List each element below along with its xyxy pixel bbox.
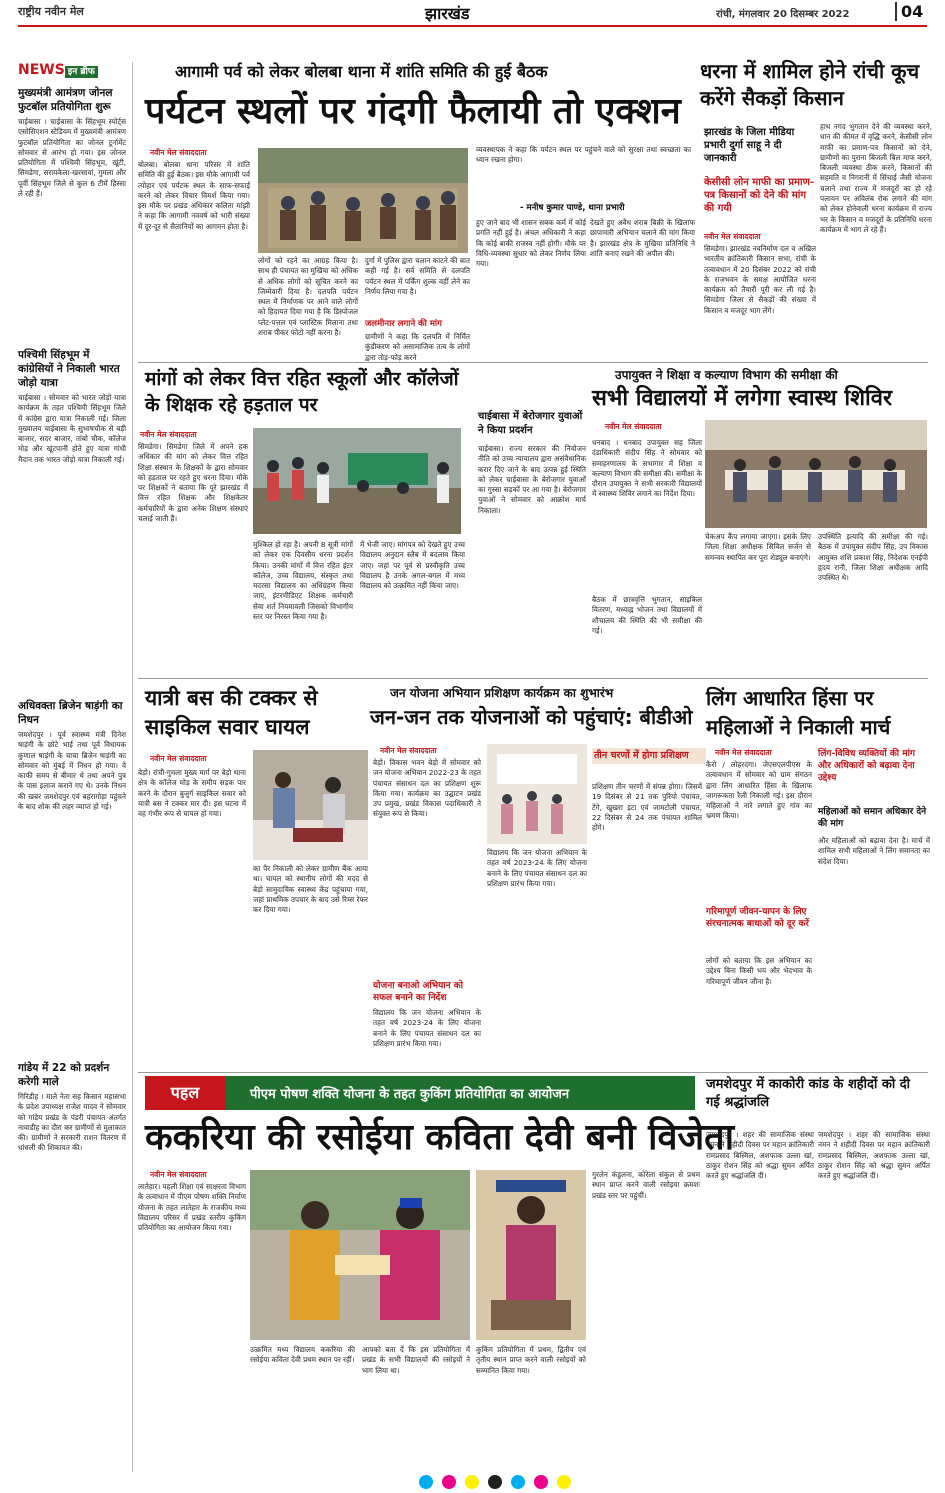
award-ceremony-photo <box>250 1170 470 1340</box>
top-story-body: दुर्गा में पुलिस द्वारा चलान काटने की बात कही गई है। सर्व समिति से दलपति पर्यटन स्थल में पर्किंग शुल्क वहीं लेने का निर्णय लिया गया है। <box>365 256 470 296</box>
cooking-body: गुरलेन कंडुलना, कोरेला संकुल से प्रथम स्थान प्राप्त करने वाली रसोइया क्रमशः प्रखंड स्तर पर पहुंचीं। <box>592 1170 700 1200</box>
paper-name: राष्ट्रीय नवीन मेल <box>18 5 84 18</box>
section-divider <box>138 1072 928 1073</box>
tribute-body: जमशेदपुर । शहर की सामाजिक संस्था नमन ने शहीदी दिवस पर महान क्रांतिकारी रामप्रसाद बिस्मिल, अशफाक उल्ला खां, ठाकुर रोशन सिंह को श्रद्धा सुमन अर्पित करते हुए श्रद्धांजलि दी। <box>818 1130 930 1181</box>
tribute-body: जमशेदपुर । शहर की सामाजिक संस्था नमन ने शहीदी दिवस पर महान क्रांतिकारी रामप्रसाद बिस्मिल, अशफाक उल्ला खां, ठाकुर रोशन सिंह को श्रद्धा सुमन अर्पित करते हुए श्रद्धांजलि दी। <box>706 1130 814 1181</box>
camp-body: बेड़ो। विकास भवन बेड़ो में सोमवार को जन योजना अभियान 2022-23 के तहत पंचायत संसाधन दल का प्रशिक्षण शुरू किया गया। कार्यक्रम का उद्घाटन प्रखंड उप प्रमुख, प्रखंड विकास पदाधिकारी ने संयुक्त रूप से किया। <box>373 758 481 819</box>
health-body: चेकअप कैंप लगाया जाएगा। इसके लिए जिला शिक्षा अधीक्षक सिविल सर्जन से समन्वय स्थापित कर पूरा शेड्यूल बनाएंगे। <box>705 532 811 562</box>
injured-cyclist-photo <box>253 750 368 860</box>
registration-dot <box>534 1475 548 1489</box>
brief-title: पश्चिमी सिंहभूम में कांग्रेसियों ने निकाली भारत जोड़ो यात्रा <box>18 349 120 389</box>
camp-box-title: तीन चरणों में होगा प्रशिक्षण <box>592 748 706 764</box>
women-side-head: लिंग-विविध व्यक्तियों की मांग और अधिकारों को बढ़ावा देना उद्देश्य <box>818 749 915 783</box>
brief-title: अधिवक्ता ब्रिजेन षाड़ंगी का निधन <box>18 700 123 726</box>
camp-dateline: नवीन मेल संवाददाता <box>380 746 437 755</box>
dharna-headline: धरना में शामिल होने रांची कूच करेंगे सैकड़ों किसान <box>700 59 920 110</box>
cooking-headline: ककरिया की रसोईया कविता देवी बनी विजेता <box>145 1117 735 1158</box>
cooking-body: लातेहार। पहली शिक्षा एवं साक्षरता विभाग के तत्वाधान में पीएम पोषण शक्ति निर्माण योजना के तहत लातेहार के राजकीय मध्य विद्यालय परिसर में प्रखंड स्तरीय कुकिंग प्रतियोगिता का आयोजन किया गया। <box>138 1182 246 1233</box>
top-story-body: बोलबा। बोलबा थाना परिसर में शांति समिति की हुई बैठक। इस मौके आगामी पर्व त्योहार एवं पर्यटक स्थल के साफ-सफाई करने को लेकर विचार विमर्श किया गया। इस मौके पर प्रखंड अधिकार कलिता मांझी ने कहा कि आगामी नववर्ष को भारी संख्या में दूर-दूर से सैलानियों का आगमन होता है। <box>138 160 250 231</box>
protest-photo <box>253 428 461 534</box>
top-story-subhead: जलमीनार लगाने की मांग <box>365 319 442 329</box>
protest-body: चाईबासा। राज्य सरकार की नियोजन नीति को उच्च न्यायालय द्वारा असंवैधानिक करार दिए जाने के बाद उत्पन्न हुई स्थिति को लेकर चाईबासा के बेरोजगार युवाओं का गुस्सा सड़कों पर आ गया है। बेरोजगार युवाओं ने सोमवार को आक्रोश मार्च निकाला। <box>478 444 586 515</box>
health-headline: सभी विद्यालयों में लगेगा स्वास्थ शिविर <box>592 386 892 411</box>
brief-body: चाईबासा । सोमवार को भारत जोड़ो यात्रा कार्यक्रम के तहत पश्चिमी सिंहभूम जिले में कांग्रेस द्वारा यात्रा निकाली गई। जिला मुख्यालय चाईबासा के सुभाषचौक से बड़ी बाजार, सदर बाजार, तांबो चौक, कॉलेज मोड़ और खूंटपानी होते हुए यात्रा गांधी मैदान तक भारत जोड़ो यात्रा निकाली गई। <box>18 393 126 464</box>
date-line: रांची, मंगलवार 20 दिसम्बर 2022 <box>716 9 850 20</box>
women-body: कैरो / लोहरदगा। जेएसएलपीएस के तत्वावधान में सोमवार को ग्राम संगठन द्वारा लिंग आधारित हिंसा के खिलाफ जागरूकता रैली निकाली गई। इस दौरान महिलाओं ने नारे लगाते हुए गांव का भ्रमण किया। <box>706 760 812 821</box>
bus-headline: यात्री बस की टक्कर से साइकिल सवार घायल <box>145 686 318 739</box>
brief-news-label: NEWS <box>18 62 65 78</box>
masthead-rule <box>18 25 927 27</box>
top-story-headline: पर्यटन स्थलों पर गंदगी फैलायी तो एक्शन <box>145 91 681 132</box>
women-side-head: महिलाओं को समान अधिकार देने की मांग <box>818 807 927 829</box>
women-body: और महिलाओं को बढ़ावा देना है। मार्च में शामिल सभी महिलाओं ने लिंग समानता का संदेश दिया। <box>818 836 930 866</box>
brief-body: जमशेदपुर । पूर्व स्वास्थ्य मंत्री दिनेश षाड़ंगी के छोटे भाई तथा पूर्व विधायक कुणाल षाड़ंगी के चाचा ब्रिजेन षाड़ंगी का सोमवार को मुंबई में निधन हो गया। वे काफी समय से बीमार थे तथा अपने पुत्र के पास इलाज कराने गए थे। उनके निधन की खबर जमशेदपुर एवं बहरागोड़ा पहुंचने के बाद शोक की लहर व्याप्त हो गई। <box>18 730 126 812</box>
brief-item <box>18 699 126 1055</box>
top-story-kicker: आगामी पर्व को लेकर बोलबा थाना में शांति समिति की हुई बैठक <box>175 62 548 81</box>
top-story-body: लोगों को रहने का आग्रह किया है। साथ ही पंचायत का मुखिया को अधिक से अधिक लोगों को सूचित करने का जिम्मेवारी दिया है। दलपति पर्यटन स्थल में निर्माणक पर आने वाले लोगों को हिदायत दिया गया है कि डिस्पोजल प्लेट-पत्तल एवं प्लास्टिक मिलाना तथा शराब पीकर फोटो नहीं करना है। <box>258 256 358 338</box>
health-kicker: उपायुक्त ने शिक्षा व कल्याण विभाग की समीक्षा की <box>615 368 838 382</box>
dharna-subhead: केसीसी लोन माफी का प्रमाण-पत्र किसानों को देने की मांग की गयी <box>704 177 815 214</box>
section-divider <box>138 678 928 679</box>
top-story-byline: - मनीष कुमार पाण्डे, थाना प्रभारी <box>520 203 625 213</box>
teachers-body: सिमडेगा। सिमडेगा जिले में अपने हक अधिकार की मांग को लेकर वित्त रहित शिक्षा संस्थान के शिक्षकों के द्वारा सोमवार को हड़ताल पर रहते हुए धरना दिया। मौके पर शिक्षकों ने बताया कि पूरे झारखंड में वित्त रहित शिक्षक और शिक्षकेतर कर्मचारियों के द्वारा अनेक शिक्षण संस्थाएं चलाई जाती हैं। <box>138 442 248 524</box>
bus-dateline: नवीन मेल संवाददाता <box>150 754 207 763</box>
bus-body: का पैर निकाली को लेकर ग्रामीण बैंक आया था। घायल को स्थानीय लोगों की मदद से बेड़ो सामुदायिक स्वास्थ्य केंद्र पहुंचाया गया, जहां प्राथमिक उपचार के बाद उसे रिम्स रेफर कर दिया गया। <box>253 864 368 915</box>
camp-subhead: योजना बनाओ अभियान को सफल बनाने का निर्देश <box>373 981 463 1003</box>
brief-item <box>18 348 126 693</box>
bus-photo <box>253 750 368 860</box>
camp-headline: जन-जन तक योजनाओं को पहुंचाएं: बीडीओ <box>370 705 693 729</box>
brief-title: मुख्यमंत्री आमंत्रण जोनल फुटबॉल प्रतियोगिता शुरू <box>18 87 113 113</box>
dharna-dateline: नवीन मेल संवाददाता <box>704 232 761 241</box>
registration-dot <box>557 1475 571 1489</box>
cooking-dateline: नवीन मेल संवाददाता <box>150 1170 207 1179</box>
health-dateline: नवीन मेल संवाददाता <box>605 422 662 431</box>
meeting-photo <box>258 148 468 253</box>
top-story-body: व्यवस्थापक ने कहा कि पर्यटन स्थल पर पहुंचने वाले को सुरक्षा तथा स्वच्छता का ध्यान रखना होगा। <box>476 145 691 165</box>
registration-marks <box>170 1474 820 1488</box>
registration-dot <box>442 1475 456 1489</box>
women-dateline: नवीन मेल संवाददाता <box>715 748 772 757</box>
teachers-photo <box>253 428 461 534</box>
registration-dot <box>511 1475 525 1489</box>
camp-body: प्रशिक्षण तीन चरणों में संपन्न होगा। जिसमें 19 दिसंबर से 21 तक पुरियो पंचायत, टेंगे, खुखरा इटा एवं जामटोली पंचायत, 22 दिसंबर से 24 तक पंचायत शामिल होंगे। <box>592 782 702 833</box>
registration-dot <box>419 1475 433 1489</box>
teachers-body: में भेजी जाए। मांगपत्र को देखते हुए उच्च विद्यालय अनुदान स्लैब में बदलाव किया जाए। जहां पर पूर्व से प्रस्वीकृति उच्च विद्यालय है उनके अगल-बगल में मध्य विद्यालय को उत्क्रमित नहीं किया जाए। <box>360 540 465 591</box>
camp-photo <box>487 744 587 844</box>
cooking-tag: पहल <box>145 1076 225 1110</box>
teachers-dateline: नवीन मेल संवाददाता <box>140 430 197 439</box>
cooking-kicker: पीएम पोषण शक्ति योजना के तहत कुकिंग प्रतियोगिता का आयोजन <box>250 1087 570 1102</box>
brief-body: चाईबासा । चाईबासा के सिंहभूम स्पोर्ट्स एसोसिएशन स्टेडियम में मुख्यमंत्री आमंत्रण फुटबॉल प्रतियोगिता का जोनल टूर्नामेंट सोमवार से आरंभ हो गया। इस जोनल प्रतियोगिता में पश्चिमी सिंहभूम, खूंटी, सिमडेगा, सरायकेला-खरसावां, गुमला और पूर्वी सिंहभूम जिले से कुल 6 टीमें हिस्सा ले रही हैं। <box>18 117 126 199</box>
top-story-dateline: नवीन मेल संवाददाता <box>150 148 207 157</box>
teachers-headline: मांगों को लेकर वित्त रहित स्कूलों और कॉलेजों के शिक्षक रहे हड़ताल पर <box>145 368 459 416</box>
brief-item <box>18 1061 126 1392</box>
news-brief-column <box>18 62 126 1472</box>
column-rule <box>132 62 133 1472</box>
registration-dot <box>488 1475 502 1489</box>
brief-body: गिरिडीह । माले नेता सह किसान महासभा के प्रदेश उपाध्यक्ष राजेश यादव ने सोमवार को गांडेय प्रखंड के पंडरी पंचायत अंतर्गत नावाडीह का दौरा कर ग्रामीणों से मुलाकात की। ग्रामीणों ने सरकारी राशन वितरण में धांधली की शिकायत की। <box>18 1092 126 1153</box>
health-body: बैठक में छात्रवृत्ति भुगतान, साइकिल वितरण, मध्याह्न भोजन तथा विद्यालयों में शौचालय की स्थिति की भी समीक्षा की गई। <box>592 595 702 635</box>
top-story-body: देखते हुए अवैध शराब बिक्री के खिलाफ छापामारी अभियान चलाने की मांग किया है। झारखंड क्षेत्र के मुखिया प्रतिनिधि ने शांति बनाए रखने की अपील की। <box>590 218 695 258</box>
cooking-contest-photo <box>476 1170 586 1340</box>
section-divider <box>138 362 928 363</box>
section-title: झारखंड <box>425 4 470 23</box>
page-number: 04 <box>895 2 923 21</box>
cooking-photo <box>476 1170 586 1340</box>
dharna-body: हाथ नगद भुगतान देने की व्यवस्था करने, धान की कीमत में वृद्धि करने, केसीसी लोन माफी का प्रमाण-पत्र किसानों को देने, ग्रामीणों का पुराना बिजली बिल माफ करने, बिजली व्यवस्था ठीक करने, किसानों की सहमति व निगरानी में सिंचाई जैसी योजना चलाने तथा राज्य में मजदूरों का हो रहे पलायन पर अविलंब रोक लगाने की मांग को लेकर होनेवाली धरना कार्यक्रम में राज्य भर के किसान व मजदूरों के प्रतिनिधि धरना कार्यक्रम में भाग ले रहे हैं। <box>820 122 932 234</box>
bus-body: बेड़ो। रांची-गुमला मुख्य मार्ग पर बेड़ो थाना क्षेत्र के कॉलेज मोड़ के समीप सड़क पार करने के दौरान बुजुर्ग साइकिल सवार को यात्री बस ने टक्कर मार दी। इस घटना में वह गंभीर रूप से घायल हो गया। <box>138 768 246 819</box>
camp-kicker: जन योजना अभियान प्रशिक्षण कार्यक्रम का शुभारंभ <box>390 686 614 700</box>
women-subhead: गरिमापूर्ण जीवन-यापन के लिए संरचनात्मक बाधाओं को दूर करें <box>706 907 809 929</box>
registration-dot <box>465 1475 479 1489</box>
top-story-photo <box>258 148 468 253</box>
training-photo <box>487 744 587 844</box>
brief-in-label: इन ब्रीफ <box>65 66 98 78</box>
health-photo <box>705 420 927 528</box>
cooking-body: कुकिंग प्रतियोगिता में प्रथम, द्वितीय एवं तृतीय स्थान प्राप्त करने वाली रसोइयों को सम्मानित किया गया। <box>476 1345 586 1375</box>
camp-body: विद्यालय कि जन योजना अभियान के तहत वर्ष 2023-24 के लिए योजना बनाने के लिए पंचायत संसाधन दल का प्रशिक्षण प्रारंभ किया गया। <box>373 1008 481 1048</box>
teachers-body: मुश्किल हो रहा है। अपनी 8 सूत्री मांगों को लेकर एक दिवसीय धरना प्रदर्शन किया। उनकी मांगों में वित्त रहित इंटर कॉलेज, उच्च विद्यालय, संस्कृत तथा मदरसा विद्यालय का अधिग्रहण किया जाए, इंटरमीडिएट शिक्षक कर्मचारी सेवा शर्त नियमावली जिसको विभागीय स्तर पर निरस्त किया गया है। <box>253 540 353 622</box>
health-body: उपस्थिति इत्यादि की समीक्षा की गई। बैठक में उपायुक्त संदीप सिंह, उप विकास आयुक्त शशि प्रकाश सिंह, निदेशक एनईपी हृदय रानी, जिला शिक्षा अधीक्षक आदि उपस्थित थे। <box>818 532 928 583</box>
dharna-body: सिमडेगा। झारखंड नवनिर्माण दल व अखिल भारतीय क्रांतिकारी किसान सभा, रांची के तत्वावधान में 20 दिसंबर 2022 को रांची के राजभवन के समक्ष आयोजित धरना कार्यक्रम को तैयारी पूरी कर ली गई है। सिमडेगा जिला से सैकड़ों की संख्या में किसान व मजदूर भाग लेंगे। <box>704 244 816 315</box>
brief-title: गांडेय में 22 को प्रदर्शन करेगी माले <box>18 1062 110 1088</box>
health-body: धनबाद । धनबाद उपायुक्त सह जिला दंडाधिकारी संदीप सिंह ने सोमवार को समाहरणालय के सभागार में शिक्षा व कल्याण विभाग की समीक्षा की। समीक्षा के दौरान उपायुक्त ने सभी सरकारी विद्यालयों में स्वास्थ्य शिविर लगाने का निर्देश दिया। <box>592 438 702 499</box>
protest-headline: चाईबासा में बेरोजगार युवाओं ने किया प्रदर्शन <box>478 411 583 436</box>
cooking-body: उत्क्रमित मध्य विद्यालय ककरिया की रसोईया कविता देवी प्रथम स्थान पर रहीं। <box>250 1345 355 1365</box>
cooking-photo <box>250 1170 470 1340</box>
brief-item <box>18 86 126 342</box>
top-story-body: ग्रामीणों ने कहा कि दलपति में निर्मित कुंडीकरण को असामाजिक तत्व के लोगों द्वारा तोड़-फोड़ करने <box>365 332 470 362</box>
tribute-headline: जमशेदपुर में काकोरी कांड के शहीदों को दी गई श्रद्धांजलि <box>706 1077 910 1110</box>
women-headline: लिंग आधारित हिंसा पर महिलाओं ने निकाली मार्च <box>706 686 891 739</box>
women-body: लोगों को बताया कि इस अभियान का उद्देश्य बिना किसी भय और भेदभाव के गरिमापूर्ण जीवन जीना है। <box>706 956 812 986</box>
brief-label <box>18 62 126 78</box>
dharna-subhead: झारखंड के जिला मीडिया प्रभारी दुर्गा साहू ने दी जानकारी <box>704 127 795 164</box>
cooking-body: आपको बता दें कि इस प्रतियोगिता में प्रखंड के सभी विद्यालयों की रसोइयों ने भाग लिया था। <box>362 1345 470 1375</box>
camp-body: विद्यालय कि जन योजना अभियान के तहत वर्ष 2023-24 के लिए योजना बनाने के लिए पंचायत संसाधन दल का प्रशिक्षण प्रारंभ किया गया। <box>487 848 587 888</box>
top-story-body: हुए जाने बाद भी शासन सबक कर्म में कोई प्रगति नहीं हुई है। अंचल अधिकारी ने कहा कि कोई बाकी राजस्व नहीं होगी। मौके पर विधि-व्यवस्था सुधार को लेकर निर्णय लिया गया। <box>476 218 586 269</box>
meeting-hall-photo <box>705 420 927 528</box>
